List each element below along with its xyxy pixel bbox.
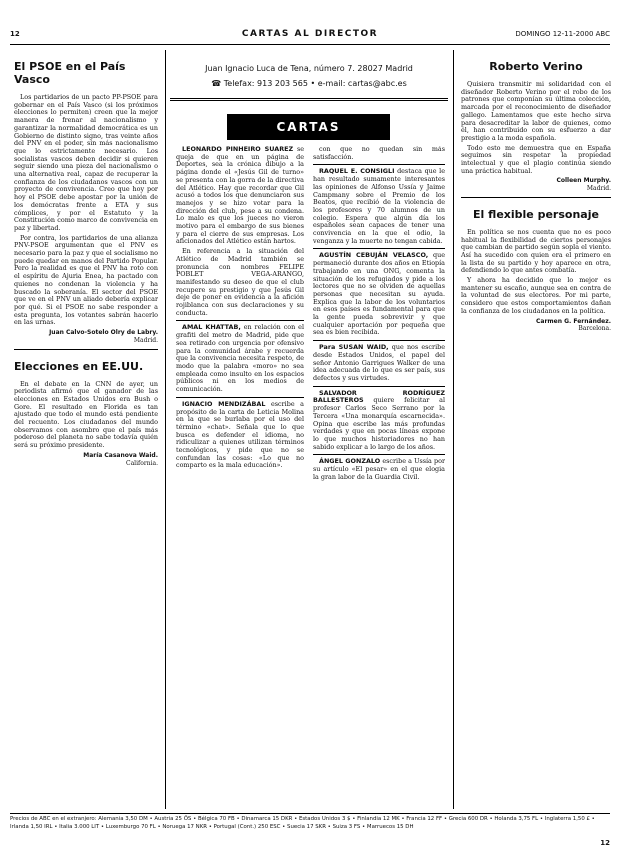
column-middle-right [313, 146, 445, 483]
letter-author: Para SUSAN WAID, [319, 343, 389, 352]
letter-author: ÁNGEL GONZALO [319, 457, 381, 466]
letter-city: Barcelona. [578, 325, 611, 333]
letter-author: IGNACIO MENDIZÁBAL [182, 399, 266, 408]
letter-author: RAQUEL E. CONSIGLI [319, 167, 395, 176]
letter-text: En referencia a la situación del Atlético de Madrid también se pronuncia con nombres FELIPE POBLET VEGA-ARANGO, manifestando su deseo de que el club recupere su prestigio y que Jesús Gil deje de poner en evidencia a la afición rojiblanca con sus declaraciones y su conducta. [176, 247, 304, 317]
letter-city: Madrid. [133, 336, 158, 344]
letter-author: LEONARDO PINHEIRO SUÁREZ [182, 146, 294, 153]
letter-paragraph: Todo esto me demuestra que en España seguimos sin respetar la propiedad intelectual y que el plagio continúa siendo una práctica habitual. [461, 143, 611, 175]
letter-signature: Carmen G. Fernández. [536, 317, 611, 325]
letter-title: El flexible personaje [473, 207, 599, 221]
letter-paragraph: Los partidarios de un pacto PP-PSOE para gobernar en el País Vasco (si los próximos elecciones lo permiten) creen que la mejor manera de frenar al nacionalismo y garantizar la normalidad democrática es un Gobierno de distinto signo, tras veinte años del PNV en el poder, sin más nacionalismo que lo estrictamente necesario. Los socialistas vascos deben decidir si quieren seguir siendo una pieza del nacionalismo o una alternativa real, capaz de recuperar la confianza de los ciudadanos vascos con un proyecto de convivencia. Creo que hoy por hoy el PSOE debe apostar por la unión de los demócratas frente a ETA y sus cómplices, y por el Estatuto y la Constitución como marco de convivencia en paz y libertad. [14, 93, 158, 232]
price-footer [10, 813, 610, 853]
issue-date: DOMINGO 12-11-2000 ABC [515, 30, 610, 38]
letter-text: escribe a propósito de la carta de Leticia Molina en la que se burlaba por el uso del término «chat». Señala que lo que busca es defender el idioma, no ridiculizar a quienes utilizan términos tecnológicos, y pide que no se confundan las cosas: «Lo que no comparto es la mala educación». [176, 399, 304, 470]
divider [313, 386, 445, 387]
letter-city: Madrid. [586, 185, 611, 193]
letter-text: que permaneció durante dos años en Etiopía trabajando en una ONG, comenta la situación de los refugiados y pide a los lectores que no se olviden de aquellas personas que necesitan su ayuda. Explica que la labor de los voluntarios en esos países es fundamental para que la gente pueda sobrevivir y que cualquier aportación por pequeña que sea es bien recibida. [313, 251, 445, 337]
footer-page-number: 12 [600, 839, 610, 847]
divider [313, 248, 445, 249]
divider [313, 340, 445, 341]
letter-text: en relación con el grafiti del metro de Madrid, pide que sea retirado con urgencia por ofensivo para la comunidad árabe y recuerda que la convivencia necesita respeto, de modo que la palabra «moro» no sea empleada como insulto en los espacios públicos ni en los medios de comunicación. [176, 323, 304, 394]
cartas-banner: CARTAS [227, 114, 390, 140]
letter-text: se queja de que en un página de Deportes, sea la crónica dibujo a la página donde el «Jesús Gil de turno» se presenta con la gorra de la directiva del Atlético. Hay que recordar que Gil acusó a todos los que denunciaron sus manejos y se hizo votar para la dirección del club, pese a su condena. Lo malo es que los jueces no vieron motivo para el embargo de sus bienes y para el cierre de sus empresas. Los aficionados del Atlético están hartos. [176, 146, 304, 246]
page-header [10, 30, 610, 42]
column-divider [453, 50, 454, 809]
letter-paragraph: En política se nos cuenta que no es poco habitual la flexibilidad de ciertos personajes que cambian de partido según sopla el viento. Así ha sucedido con quien era el primero en la lista de su partido y hoy aparece en otra, defendiendo lo que antes combatía. [461, 227, 611, 275]
column-middle-left [176, 146, 304, 472]
page-number: 12 [10, 30, 20, 38]
letter-text: quiere felicitar al profesor Carlos Seco Serrano por la Tercera «Una monarquía escarnecida». Opina que escribe las más profundas verdades y que en pocas líneas expone lo que muchos historiadores no han sabido explicar a lo largo de los años. [313, 396, 445, 451]
divider [176, 397, 304, 398]
header-rule [10, 44, 610, 45]
divider [14, 349, 158, 350]
letter-city: California. [126, 459, 158, 467]
letter-author: AMAL KHATTAB, [182, 323, 241, 332]
column-left [14, 50, 158, 471]
letter-text: con que no quedan sin más satisfacción. [313, 146, 445, 161]
letter-title: El PSOE en el País Vasco [14, 60, 126, 86]
letter-text: escribe a Ussía por su artículo «El pesar» en el que elogia la gran labor de la Guardia Civil. [313, 457, 445, 481]
letter-title: Elecciones en EE.UU. [14, 359, 144, 373]
letter-signature: María Casanova Waid. [83, 451, 158, 459]
contact-line: ☎ Telefax: 913 203 565 • e-mail: cartas@abc.es [211, 79, 407, 88]
double-rule [170, 98, 448, 101]
divider [313, 454, 445, 455]
letter-paragraph: En el debate en la CNN de ayer, un periodista afirmó que el ganador de las elecciones en Estados Unidos era Bush o Gore. El resultado en Florida es tan ajustado que todo el mundo está pendiente del recuento. Los ciudadanos del mundo observamos con asombro que el país más poderoso del planeta no sabe todavía quién será su próximo presidente. [14, 379, 158, 450]
divider [461, 197, 611, 198]
divider [176, 320, 304, 321]
letter-paragraph: Quisiera transmitir mi solidaridad con el diseñador Roberto Verino por el robo de los patrones que componían su última colección, marcada por el reconocimiento de diseñador gallego. Lamentamos que este hecho sirva para desacreditar la labor de quienes, como él, han contribuido con su esfuerzo a dar prestigio a la moda española. [461, 80, 611, 142]
letter-paragraph: Y ahora ha decidido que lo mejor es mantener su escaño, aunque sea en contra de la voluntad de sus electores. Por mi parte, considero que estos comportamientos dañan la confianza de los ciudadanos en la política. [461, 276, 611, 315]
letter-signature: Colleen Murphy. [556, 177, 611, 185]
letter-title: Roberto Verino [489, 60, 583, 73]
letter-text: que nos escribe desde Estados Unidos, el papel del señor Antonio Garrigues Walker de una idea adecuada de lo que es ser país, sus defectos y sus virtudes. [313, 343, 445, 382]
divider [313, 164, 445, 165]
letter-author: AGUSTÍN CEBUJÁN VELASCO, [319, 251, 429, 260]
postal-address: Juan Ignacio Luca de Tena, número 7. 28027 Madrid [205, 64, 413, 73]
column-right [461, 50, 611, 337]
mailbox-info [170, 60, 448, 101]
letter-signature: Juan Calvo-Sotelo Olry de Labry. [49, 329, 158, 337]
letter-paragraph: Por contra, los partidarios de una alianza PNV-PSOE argumentan que el PNV es necesario para la paz y que el socialismo no puede quedar en manos del Partido Popular. Pero la realidad es que el PNV ha roto con el espíritu de Ajuria Enea, ha pactado con quienes no condenan la violencia y ha buscado la soberanía. El sector del PSOE que ve en el PNV un aliado debería explicar por qué. Si el PSOE no sabe responder a esta pregunta, los votantes sabrán hacerlo en las urnas. [14, 233, 158, 327]
foreign-prices: Precios de ABC en el extranjero: Alemania 3,50 DM • Austria 25 ÖS • Bélgica 70 FB • Dinamarca 15 DKR • Estados Unidos 3 $ • Finlandia 12 MK • Francia 12 FF • Grecia 600 DR • Holanda 3,75 FL • Inglaterra 1,50 £ • Irlanda 1,50 IRL • Italia 3.000 LIT • Luxemburgo 70 FL • Noruega 17 NKR • Portugal (Cont.) 250 ESC • Suecia 17 SKR • Suiza 3 FS • Marruecos 15 DH [10, 816, 595, 830]
section-title: CARTAS AL DIRECTOR [241, 29, 379, 39]
column-divider [165, 50, 166, 809]
letter-author: SALVADOR RODRÍGUEZ BALLESTEROS [313, 388, 445, 405]
letter-text: destaca que le han resultado sumamente interesantes las opiniones de Alfonso Ussía y Jaime Campmany sobre el Premio de los Beatos, que recibió de la violencia de los profesores y 70 alumnos de un colegio. Espera que algún día los españoles sean capaces de tener una convivencia en la que el odio, la venganza y la muerte no tengan cabida. [313, 167, 445, 245]
